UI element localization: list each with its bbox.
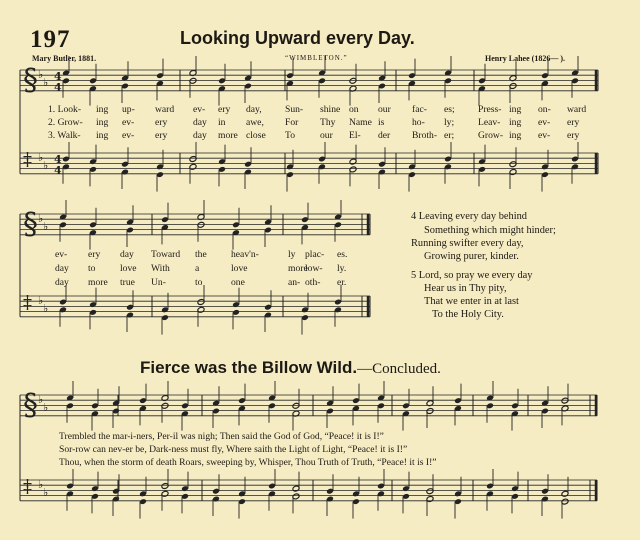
lyric-syllable: ery [155, 117, 168, 128]
lyric-syllable: ery [567, 130, 580, 141]
svg-text:♭: ♭ [43, 302, 49, 315]
svg-text:§: § [23, 63, 38, 98]
lyric-syllable: awe, [246, 117, 264, 128]
lyric-syllable: er. [337, 277, 347, 288]
lyric-syllable: ward [567, 104, 587, 115]
lyric-syllable: es; [444, 104, 455, 115]
lyric-syllable: ev- [193, 104, 206, 115]
svg-text:4: 4 [54, 153, 62, 166]
lyric-syllable: in [218, 117, 226, 128]
svg-text:♭: ♭ [43, 401, 49, 414]
svg-text:4: 4 [54, 81, 62, 94]
svg-text:♭: ♭ [38, 212, 44, 225]
lyric-syllable: love [231, 263, 248, 274]
lyric-syllable: ing [509, 104, 522, 115]
lyric-syllable: heav'n- [231, 249, 259, 260]
svg-text:4: 4 [54, 70, 62, 83]
concluded-title-text: Fierce was the Billow Wild. [140, 358, 358, 377]
lyric-syllable: to [88, 263, 96, 274]
lyric-syllable: ho- [412, 117, 425, 128]
svg-text:♭: ♭ [43, 159, 49, 172]
lyric-syllable: ery [155, 130, 168, 141]
lyric-syllable: ery [88, 249, 101, 260]
svg-text:♭: ♭ [38, 294, 44, 307]
lyric-syllable: ing [509, 117, 522, 128]
lyric-syllable: day [193, 117, 207, 128]
lyric-syllable: ery [567, 117, 580, 128]
lyric-syllable: more [288, 263, 308, 274]
svg-text:§: § [23, 207, 38, 242]
lyric-syllable: is [378, 117, 385, 128]
lyric-syllable: ev- [122, 130, 135, 141]
tune-name: “WIMBLETON.” [285, 54, 348, 62]
lyric-syllable: ev- [538, 130, 551, 141]
svg-text:‡: ‡ [23, 292, 32, 313]
lyric-syllable: the [195, 249, 207, 260]
stanza-line: 4 Leaving every day behind [411, 211, 527, 222]
lyric-syllable: shine [320, 104, 341, 115]
lyric-syllable: day [193, 130, 207, 141]
lyric-syllable: der [378, 130, 391, 141]
lyric-syllable: plac- [305, 249, 325, 260]
lyric-syllable: Press- [478, 104, 502, 115]
lyric-syllable: on [349, 104, 359, 115]
composer-credit: Henry Lahee (1826— ). [485, 54, 565, 63]
lyric-syllable: fac- [412, 104, 427, 115]
lyric-syllable: close [246, 130, 266, 141]
lyric-syllable: more [218, 130, 238, 141]
concluded-title [140, 358, 441, 378]
lyric-syllable: on- [538, 104, 551, 115]
lyric-syllable: El- [349, 130, 361, 141]
lyric-syllable: ery [218, 104, 231, 115]
lyric-syllable: ward [155, 104, 175, 115]
lyric-syllable: one [231, 277, 245, 288]
concluded-lyric-line: Sor-row can nev-er be, Dark-ness must fly, Where saith the Light of Light, “Peace! it is I!” [59, 444, 408, 455]
hymn-title: Looking Upward every Day. [180, 28, 415, 48]
svg-text:♭: ♭ [43, 220, 49, 233]
svg-text:‡: ‡ [23, 149, 32, 170]
stanza-line: That we enter in at last [424, 296, 519, 307]
lyric-syllable: ly [288, 249, 296, 260]
lyric-syllable: Leav- [478, 117, 501, 128]
lyric-syllable: oth- [305, 277, 321, 288]
lyric-syllable: love [120, 263, 137, 274]
lyric-syllable: Broth- [412, 130, 438, 141]
lyric-syllable: ing [509, 130, 522, 141]
lyric-syllable: day [120, 249, 134, 260]
lyric-syllable: ev- [55, 249, 68, 260]
lyric-syllable: ing [96, 130, 109, 141]
lyric-syllable: low- [305, 263, 323, 274]
lyric-syllable: For [285, 117, 299, 128]
svg-text:♭: ♭ [43, 486, 49, 499]
lyric-syllable: day [55, 263, 69, 274]
lyric-syllable: ev- [538, 117, 551, 128]
lyric-syllable: With [151, 263, 170, 274]
lyric-syllable: ing [96, 104, 109, 115]
stanza-line: Hear us in Thy pity, [424, 283, 507, 294]
svg-text:♭: ♭ [38, 68, 44, 81]
lyric-syllable: ev- [122, 117, 135, 128]
lyric-syllable: 2. Grow- [48, 117, 83, 128]
lyric-syllable: er; [444, 130, 455, 141]
svg-text:♭: ♭ [38, 151, 44, 164]
lyric-syllable: Sun- [285, 104, 304, 115]
lyric-syllable: ing [96, 117, 109, 128]
lyric-syllable: day [55, 277, 69, 288]
stanza-line: Something which might hinder; [424, 225, 556, 236]
lyric-syllable: more [88, 277, 108, 288]
lyric-syllable: ly; [444, 117, 455, 128]
lyric-syllable: true [120, 277, 135, 288]
lyric-syllable: es. [337, 249, 348, 260]
lyric-syllable: Toward [151, 249, 181, 260]
concluded-lyric-line: Trembled the mar-i-ners, Per-il was nigh; Then said the God of God, “Peace! it is I!” [59, 431, 384, 442]
lyric-syllable: To [285, 130, 295, 141]
svg-text:4: 4 [54, 164, 62, 177]
stanza-line: Running swifter every day, [411, 238, 524, 249]
lyric-syllable: 3. Walk- [48, 130, 81, 141]
svg-text:♭: ♭ [43, 76, 49, 89]
lyric-syllable: an- [288, 277, 301, 288]
lyric-syllable: ly. [337, 263, 347, 274]
lyric-syllable: day, [246, 104, 262, 115]
lyric-syllable: 1. Look- [48, 104, 82, 115]
lyric-syllable: a [195, 263, 200, 274]
lyric-syllable: Thy [320, 117, 336, 128]
svg-text:♭: ♭ [38, 393, 44, 406]
lyric-syllable: Name [349, 117, 372, 128]
lyric-syllable: Un- [151, 277, 166, 288]
svg-text:♭: ♭ [38, 478, 44, 491]
svg-text:§: § [23, 388, 38, 423]
stanza-line: Growing purer, kinder. [424, 251, 519, 262]
lyric-syllable: up- [122, 104, 135, 115]
lyric-syllable: to [195, 277, 203, 288]
svg-text:‡: ‡ [23, 476, 32, 497]
stanza-line: To the Holy City. [432, 309, 504, 320]
stanza-line: 5 Lord, so pray we every day [411, 270, 533, 281]
hymn-number: 197 [30, 26, 71, 53]
concluded-subtitle: —Concluded. [357, 361, 441, 377]
concluded-lyric-line: Thou, when the storm of death Roars, sweeping by, Whisper, Thou Truth of Truth, “Peace! it is I!” [59, 457, 437, 468]
lyric-syllable: Grow- [478, 130, 504, 141]
lyric-syllable: our [378, 104, 391, 115]
lyric-syllable: our [320, 130, 333, 141]
author-credit: Mary Butler, 1881. [32, 54, 97, 63]
